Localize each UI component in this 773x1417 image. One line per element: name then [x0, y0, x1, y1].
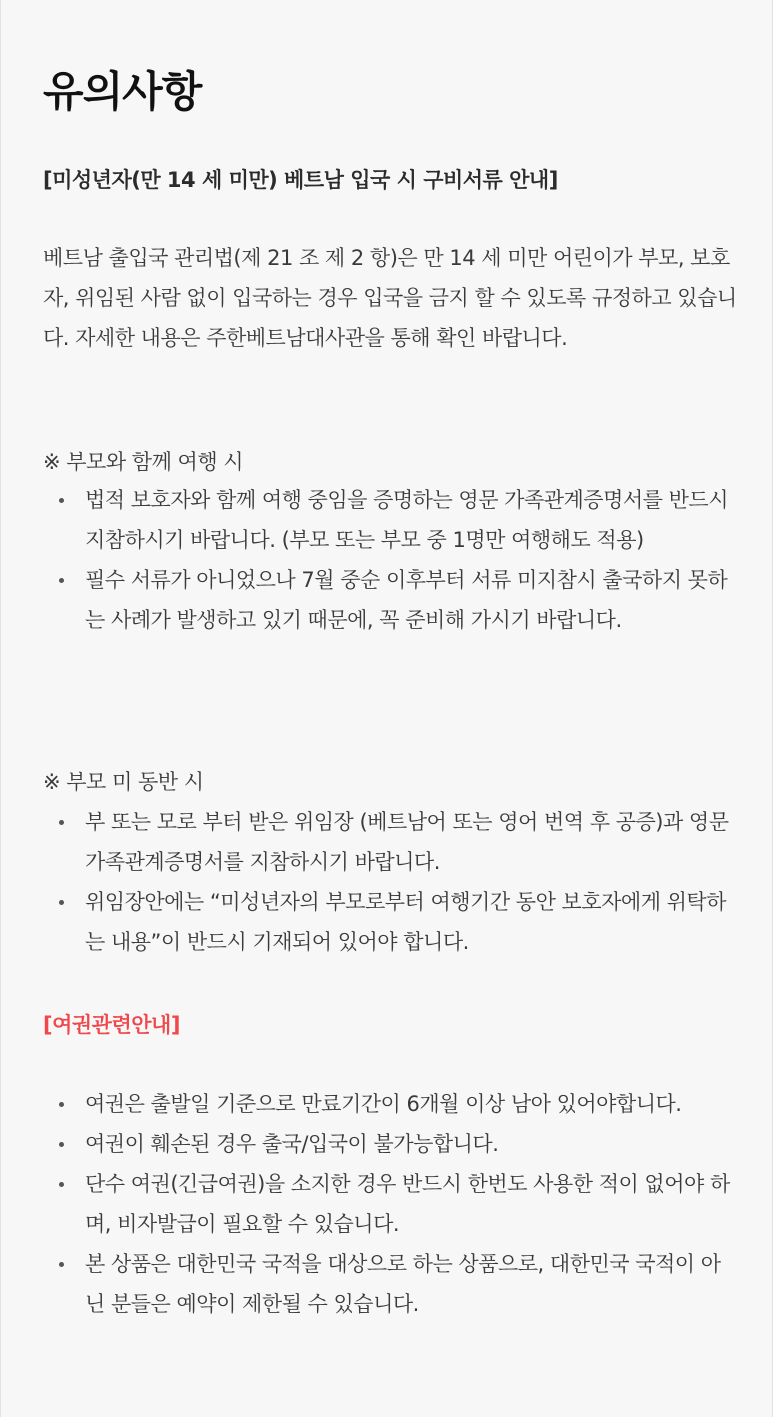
bullet-icon	[59, 1142, 64, 1147]
bullet-icon	[59, 578, 64, 583]
list-item-text: 위임장안에는 “미성년자의 부모로부터 여행기간 동안 보호자에게 위탁하는 내용”이 반드시 기재되어 있어야 합니다.	[85, 890, 727, 954]
bullet-icon	[59, 1182, 64, 1187]
with-parents-label: ※ 부모와 함께 여행 시	[43, 450, 244, 474]
list-item-text: 부 또는 모로 부터 받은 위임장 (베트남어 또는 영어 번역 후 공증)과 영문 가족관계증명서를 지참하시기 바랍니다.	[85, 810, 729, 874]
list-item	[57, 560, 739, 640]
list-item	[57, 1084, 739, 1124]
list-item	[57, 1124, 739, 1164]
list-item	[57, 480, 739, 560]
passport-heading: [여권관련안내]	[43, 1013, 180, 1037]
passport-list	[57, 1084, 739, 1324]
page-title: 유의사항	[43, 67, 202, 116]
list-item-text: 본 상품은 대한민국 국적을 대상으로 하는 상품으로, 대한민국 국적이 아닌 분들은 예약이 제한될 수 있습니다.	[85, 1252, 721, 1316]
list-item	[57, 1164, 739, 1244]
bullet-icon	[59, 1262, 64, 1267]
without-parents-label: ※ 부모 미 동반 시	[43, 770, 204, 794]
without-parents-list	[57, 802, 739, 962]
with-parents-list	[57, 480, 739, 640]
list-item	[57, 1244, 739, 1324]
list-item-text: 필수 서류가 아니었으나 7월 중순 이후부터 서류 미지참시 출국하지 못하는 사례가 발생하고 있기 때문에, 꼭 준비해 가시기 바랍니다.	[85, 568, 728, 632]
list-item-text: 법적 보호자와 함께 여행 중임을 증명하는 영문 가족관계증명서를 반드시 지참하시기 바랍니다. (부모 또는 부모 중 1명만 여행해도 적용)	[85, 488, 728, 552]
minor-entry-intro: 베트남 출입국 관리법(제 21 조 제 2 항)은 만 14 세 미만 어린이가 부모, 보호자, 위임된 사람 없이 입국하는 경우 입국을 금지 할 수 있도록 규정하고 있습니다. 자세한 내용은 주한베트남대사관을 통해 확인 바랍니다.	[43, 246, 737, 350]
bullet-icon	[59, 498, 64, 503]
list-item-text: 여권은 출발일 기준으로 만료기간이 6개월 이상 남아 있어야합니다.	[85, 1092, 682, 1116]
list-item	[57, 802, 739, 882]
list-item	[57, 882, 739, 962]
list-item-text: 단수 여권(긴급여권)을 소지한 경우 반드시 한번도 사용한 적이 없어야 하며, 비자발급이 필요할 수 있습니다.	[85, 1172, 730, 1236]
bullet-icon	[59, 900, 64, 905]
bullet-icon	[59, 820, 64, 825]
minor-entry-heading: [미성년자(만 14 세 미만) 베트남 입국 시 구비서류 안내]	[43, 168, 558, 192]
bullet-icon	[59, 1102, 64, 1107]
list-item-text: 여권이 훼손된 경우 출국/입국이 불가능합니다.	[85, 1132, 499, 1156]
